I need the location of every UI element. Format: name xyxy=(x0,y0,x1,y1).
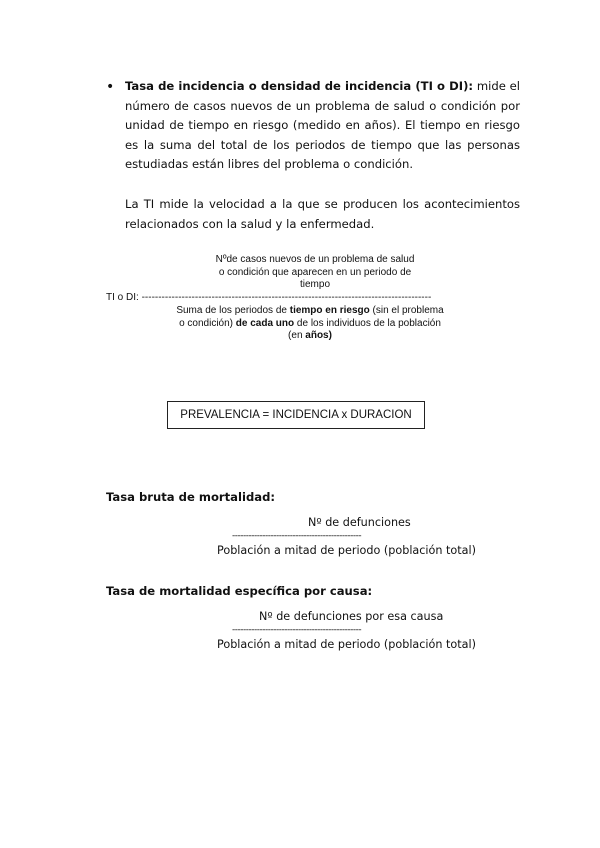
ti-numerator-line: Nºde casos nuevos de un problema de salud xyxy=(215,254,415,265)
ti-denominator xyxy=(150,305,470,343)
incidence-term: Tasa de incidencia o densidad de incidencia (TI o DI): xyxy=(125,79,474,93)
ti-label: TI o DI: xyxy=(106,292,139,303)
ti-numerator xyxy=(160,254,470,292)
ti-numerator-line: o condición que aparecen en un periodo de xyxy=(218,266,412,278)
crude-mortality-divider: ----------------------------------------------- xyxy=(232,531,362,541)
ti-note: La TI mide la velocidad a la que se producen los acontecimientos relacionados con la salud y la enfermedad. xyxy=(125,197,520,231)
ti-denominator-line: Suma de los periodos de tiempo en riesgo (sin el problema xyxy=(176,305,444,316)
ti-numerator-line: tiempo xyxy=(299,279,330,290)
bullet-icon: • xyxy=(106,79,115,95)
crude-mortality-numerator: Nº de defunciones xyxy=(308,516,411,529)
crude-mortality-denominator: Población a mitad de periodo (población total) xyxy=(217,544,476,557)
ti-denominator-line: o condición) de cada uno de los individuos de la población xyxy=(179,317,441,329)
prevalence-formula-box: PREVALENCIA = INCIDENCIA x DURACION xyxy=(167,401,425,429)
ti-divider: --------------------------------------------------------------------------------------- xyxy=(141,292,432,303)
incidence-definition xyxy=(125,77,520,175)
ti-denominator-line: (en años) xyxy=(288,330,332,341)
incidence-text: mide el número de casos nuevos de un problema de salud o condición por unidad de tiempo en riesgo (medido en años). El tiempo en riesgo es la suma del total de los periodos de tiempo que las personas estudiadas están libres del problema o condición. xyxy=(125,79,520,172)
crude-mortality-heading: Tasa bruta de mortalidad: xyxy=(106,490,276,504)
cause-mortality-heading: Tasa de mortalidad específica por causa: xyxy=(106,584,373,598)
cause-mortality-divider: ----------------------------------------------- xyxy=(232,625,362,635)
cause-mortality-denominator: Población a mitad de periodo (población total) xyxy=(217,638,476,651)
ti-fraction-line xyxy=(106,292,431,303)
cause-mortality-numerator: Nº de defunciones por esa causa xyxy=(259,610,444,623)
